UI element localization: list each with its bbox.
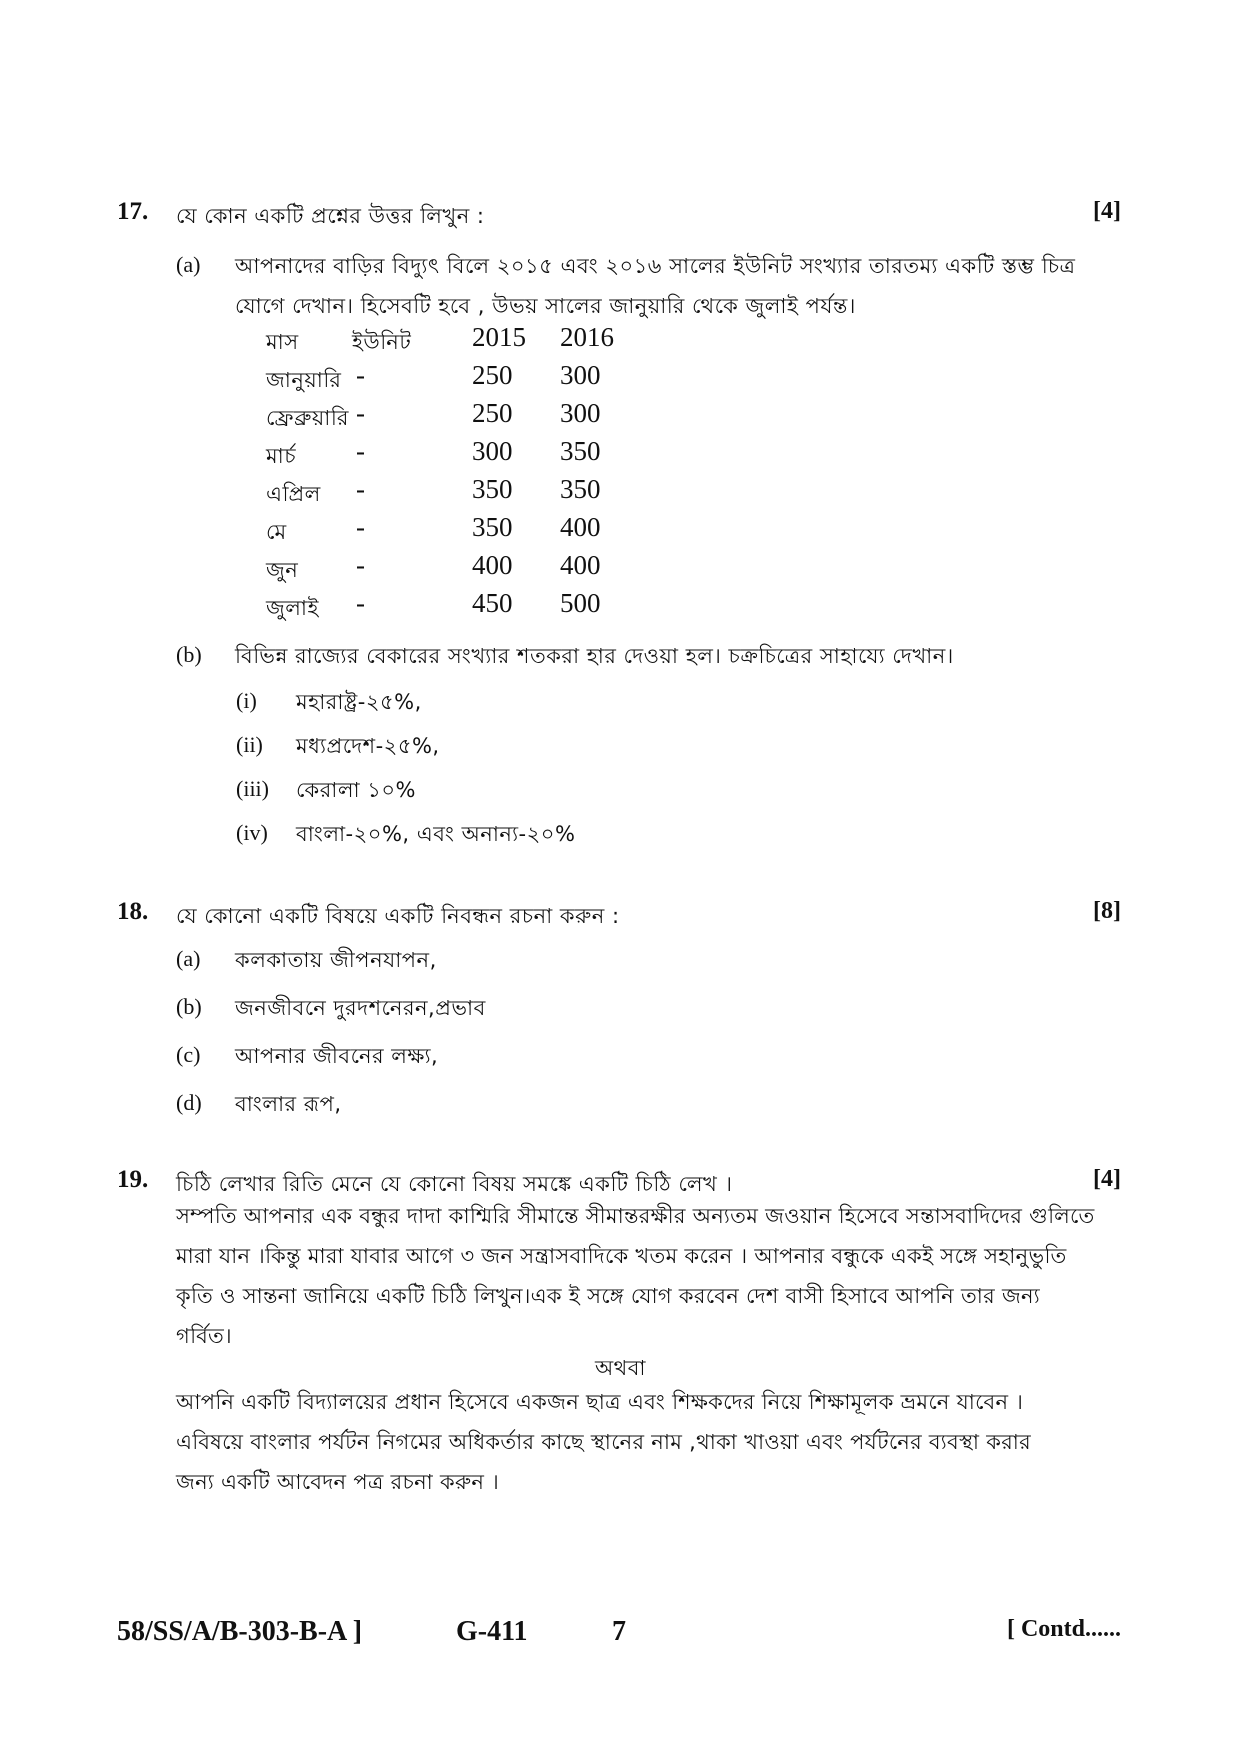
question-18-number: 18. (117, 898, 149, 925)
footer-page-number: 7 (612, 1616, 626, 1647)
question-19-number: 19. (117, 1166, 149, 1193)
q17-b-item-label: (i) (236, 688, 257, 713)
q17-b-item-text: কেরালা ১০% (296, 778, 417, 802)
q19-paragraph-1 (176, 1196, 1121, 1356)
q19-para2-line: এবিষয়ে বাংলার পর্যটন নিগমের অধিকর্তার কাছে স্থানের নাম ,থাকা খাওয়া এবং পর্যটনের ব্যবস্থা করার (176, 1430, 1032, 1454)
q18-option-text: আপনার জীবনের লক্ষ্য, (235, 1044, 439, 1068)
q17-a-line2: যোগে দেখান। হিসেবটি হবে , উভয় সালের জানুয়ারি থেকে জুলাই পর্যন্ত। (235, 294, 856, 318)
question-18-text: যে কোনো একটি বিষয়ে একটি নিবন্ধন রচনা করুন : (176, 904, 620, 928)
table-header-2015: 2015 (472, 322, 526, 352)
footer-set-code: G-411 (456, 1616, 528, 1647)
question-19-marks: [4] (1093, 1166, 1121, 1192)
q18-option-label: (a) (176, 946, 201, 971)
table-row-2016: 300 (560, 398, 601, 428)
q17-b-text: বিভিন্ন রাজ্যের বেকারের সংখ্যার শতকরা হার দেওয়া হল। চক্রচিত্রের সাহায্যে দেখান। (235, 644, 954, 668)
table-row-month: জুন (266, 558, 299, 582)
q19-para2-line: আপনি একটি বিদ্যালয়ের প্রধান হিসেবে একজন ছাত্র এবং শিক্ষকদের নিয়ে শিক্ষামূলক ভ্রমনে যাবেন । (176, 1390, 1024, 1414)
q19-paragraph-2 (176, 1382, 1121, 1502)
table-row-month: এপ্রিল (266, 482, 321, 506)
q17-b-label: (b) (176, 642, 202, 667)
q19-para1-line: মারা যান ।কিন্তু মারা যাবার আগে ৩ জন সন্ত্রাসবাদিকে খতম করেন । আপনার বন্ধুকে একই সঙ্গে সহানুভুতি (176, 1244, 1067, 1268)
question-17-number: 17. (117, 198, 149, 225)
q18-option-label: (d) (176, 1090, 202, 1115)
q18-option-text: জনজীবনে দুরদশনেরন,প্রভাব (235, 996, 486, 1020)
table-row-2015: 450 (472, 588, 513, 618)
table-header-month: মাস (266, 330, 299, 354)
table-row-dash: - (356, 360, 365, 390)
table-header-unit: ইউনিট (352, 330, 412, 354)
q18-option-label: (c) (176, 1042, 201, 1067)
question-18-marks: [8] (1093, 898, 1121, 924)
q17-a-label: (a) (176, 252, 201, 277)
table-row-2016: 400 (560, 550, 601, 580)
table-row-month: জানুয়ারি (266, 368, 342, 392)
table-row-2016: 350 (560, 436, 601, 466)
q17-b-item-text: মহারাষ্ট্র-২৫%, (296, 690, 422, 714)
q17-b-item-label: (ii) (236, 732, 263, 757)
footer-paper-code: 58/SS/A/B-303-B-A ] (117, 1616, 363, 1647)
q17-b-item-label: (iii) (236, 776, 269, 801)
question-17-marks: [4] (1093, 198, 1121, 224)
table-row-2015: 350 (472, 474, 513, 504)
question-17-text: যে কোন একটি প্রশ্নের উত্তর লিখুন : (176, 204, 485, 228)
table-row-dash: - (356, 550, 365, 580)
table-row-dash: - (356, 474, 365, 504)
q19-para1-line: কৃতি ও সান্তনা জানিয়ে একটি চিঠি লিখুন।এক ই সঙ্গে যোগ করবেন দেশ বাসী হিসাবে আপনি তার জন্য (176, 1284, 1040, 1308)
table-row-month: ফ্রেব্রুয়ারি (266, 406, 349, 430)
table-row-dash: - (356, 436, 365, 466)
q17-a-line1: আপনাদের বাড়ির বিদ্যুৎ বিলে ২০১৫ এবং ২০১৬ সালের ইউনিট সংখ্যার তারতম্য একটি স্তম্ভ চিত্র (235, 254, 1076, 278)
table-row-dash: - (356, 588, 365, 618)
footer-continued: [ Contd...... (1006, 1616, 1121, 1642)
q17-b-item-label: (iv) (236, 820, 268, 845)
table-row-2015: 250 (472, 360, 513, 390)
table-row-2016: 300 (560, 360, 601, 390)
table-row-month: মার্চ (266, 444, 297, 468)
table-row-dash: - (356, 512, 365, 542)
table-row-2016: 350 (560, 474, 601, 504)
question-19-text: চিঠি লেখার রিতি মেনে যে কোনো বিষয় সমঙ্কে একটি চিঠি লেখ । (176, 1172, 733, 1196)
q18-option-label: (b) (176, 994, 202, 1019)
q19-or-separator: অথবা (594, 1356, 647, 1380)
q17-b-item-text: বাংলা-২০%, এবং অনান্য-২০% (296, 822, 576, 846)
table-row-2016: 400 (560, 512, 601, 542)
table-row-2016: 500 (560, 588, 601, 618)
table-row-dash: - (356, 398, 365, 428)
table-row-2015: 400 (472, 550, 513, 580)
table-row-2015: 300 (472, 436, 513, 466)
q19-para2-line: জন্য একটি আবেদন পত্র রচনা করুন । (176, 1470, 500, 1494)
q18-option-text: বাংলার রূপ, (235, 1092, 342, 1116)
table-row-month: জুলাই (266, 596, 319, 620)
table-row-2015: 350 (472, 512, 513, 542)
q17-b-item-text: মধ্যপ্রদেশ-২৫%, (296, 734, 440, 758)
table-row-month: মে (266, 520, 287, 544)
q18-option-text: কলকাতায় জীপনযাপন, (235, 948, 437, 972)
table-header-2016: 2016 (560, 322, 614, 352)
table-row-2015: 250 (472, 398, 513, 428)
q19-para1-line: সম্পতি আপনার এক বন্ধুর দাদা কাশ্মিরি সীমান্তে সীমান্তরক্ষীর অন্যতম জওয়ান হিসেবে সন্তাসবাদিদের গুলিতে (176, 1204, 1095, 1228)
q19-para1-line: গর্বিত। (176, 1324, 232, 1348)
